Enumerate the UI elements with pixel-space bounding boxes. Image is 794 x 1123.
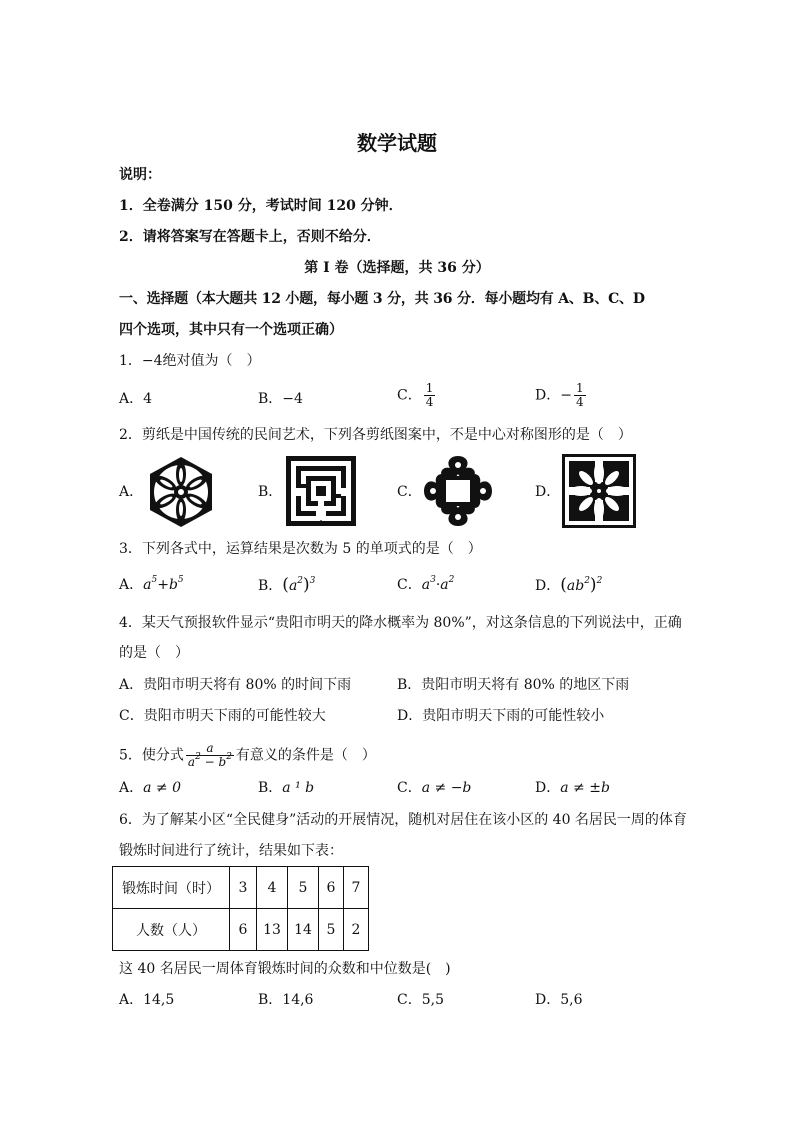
q1-option-c-prefix: C． [397,387,422,404]
q4-option-c: C．贵阳市明天下雨的可能性较大 [119,708,326,724]
q3-option-c-expression: $a^3\cdot a^2$ [421,575,455,593]
table-cell: 7 [344,867,369,909]
q5-option-d-prefix: D． [535,780,561,796]
table-cell: 14 [288,909,319,951]
papercut-maze-square-icon [284,454,358,530]
q3-option-b [258,576,315,595]
fraction [574,382,586,409]
q2-stem: 2．剪纸是中国传统的民间艺术，下列各剪纸图案中，不是中心对称图形的是（ ） [119,427,632,443]
q5-option-a-expression: a ≠ 0 [143,780,182,796]
q2-option-d: D． [535,484,561,500]
q6-option-d: D．5,6 [535,992,583,1008]
q3-option-c-prefix: C． [397,577,422,593]
table-cell: 3 [230,867,257,909]
q3-option-b-prefix: B． [258,578,283,594]
table-cell: 2 [344,909,369,951]
q1-option-d [535,382,588,409]
q4-option-b: B．贵阳市明天将有 80% 的地区下雨 [397,677,630,693]
q4-stem-line1: 4．某天气预报软件显示“贵阳市明天的降水概率为 80%”，对这条信息的下列说法中，正确 [119,615,682,631]
part1-heading-line1: 一、选择题（本大题共 12 小题，每小题 3 分，共 36 分．每小题均有 A、B、C、D [119,291,645,307]
q3-option-a-expression: $a^5+b^5$ [143,575,184,593]
q6-stem-line1: 6．为了解某小区“全民健身”活动的开展情况，随机对居住在该小区的 40 名居民一周的体育 [119,812,687,828]
q1-option-d-prefix: D．− [535,387,572,404]
table-cell: 13 [257,909,288,951]
table-cell: 5 [319,909,344,951]
denominator: 4 [425,395,434,409]
fraction [424,382,436,409]
page-title: 数学试题 [357,131,437,155]
q3-option-d-expression: $(ab^2)^2$ [560,575,603,595]
q1-option-a: A．4 [119,391,153,407]
denominator: $a^2 - b^2$ [187,752,232,769]
q5-option-a-prefix: A． [119,780,144,796]
papercut-cloud-cross-icon [420,452,496,530]
q3-option-a-prefix: A． [119,577,144,593]
q5-option-d-expression: a ≠ ±b [560,780,610,796]
q3-option-d-prefix: D． [535,578,561,594]
section-title: 第 I 卷（选择题，共 36 分） [304,260,490,276]
table-cell: 4 [257,867,288,909]
q3-option-a [119,576,184,594]
q6-option-c: C．5,5 [397,992,444,1008]
table-cell: 5 [288,867,319,909]
papercut-hexagon-flower-icon [146,454,216,530]
q6-stem-line3: 这 40 名居民一周体育锻炼时间的众数和中位数是( ) [119,961,451,977]
q4-option-a: A．贵阳市明天将有 80% 的时间下雨 [119,677,352,693]
q3-option-d [535,576,602,595]
notes-heading: 说明： [119,167,161,183]
table-header-cell: 人数（人） [113,909,230,951]
table-row [113,867,369,909]
q4-option-d: D．贵阳市明天下雨的可能性较小 [397,708,605,724]
q5-option-a [119,779,181,797]
q5-fraction [186,742,234,769]
q3-option-c [397,576,454,594]
table-cell: 6 [230,909,257,951]
q5-option-b [258,779,314,797]
q6-stem-line2: 锻炼时间进行了统计，结果如下表： [119,843,343,859]
notes-item-1: 1．全卷满分 150 分，考试时间 120 分钟． [119,198,403,214]
numerator: 1 [425,381,434,395]
q5-option-c [397,779,471,797]
q3-option-b-expression: $(a^2)^3$ [282,575,316,595]
numerator: 1 [575,381,584,395]
notes-item-2: 2．请将答案写在答题卡上，否则不给分． [119,229,381,245]
q5-stem-suffix: 有意义的条件是（ ） [235,747,376,764]
q6-option-b: B．14,6 [258,992,314,1008]
q6-option-a: A．14,5 [119,992,175,1008]
q5-stem-prefix: 5．使分式 [119,747,184,764]
q5-stem [119,742,376,769]
q1-option-b: B．−4 [258,391,303,407]
denominator: 4 [575,395,584,409]
exercise-time-table [112,866,369,951]
q5-option-c-prefix: C． [397,780,422,796]
q1-option-c [397,382,437,409]
q2-option-c: C． [397,484,422,500]
table-row [113,909,369,951]
q5-option-b-expression: a ¹ b [282,780,315,796]
papercut-framed-flower-icon [560,452,638,530]
part1-heading-line2: 四个选项，其中只有一个选项正确） [119,322,343,338]
numerator: a [206,741,214,755]
q1-stem: 1．−4绝对值为（ ） [119,353,261,369]
q5-option-c-expression: a ≠ −b [421,780,472,796]
q5-option-d [535,779,610,797]
table-header-cell: 锻炼时间（时） [113,867,230,909]
q4-stem-line2: 的是（ ） [119,645,189,661]
q2-option-a: A． [119,484,144,500]
table-cell: 6 [319,867,344,909]
q5-option-b-prefix: B． [258,780,283,796]
q3-stem: 3．下列各式中，运算结果是次数为 5 的单项式的是（ ） [119,541,482,557]
q2-option-b: B． [258,484,283,500]
